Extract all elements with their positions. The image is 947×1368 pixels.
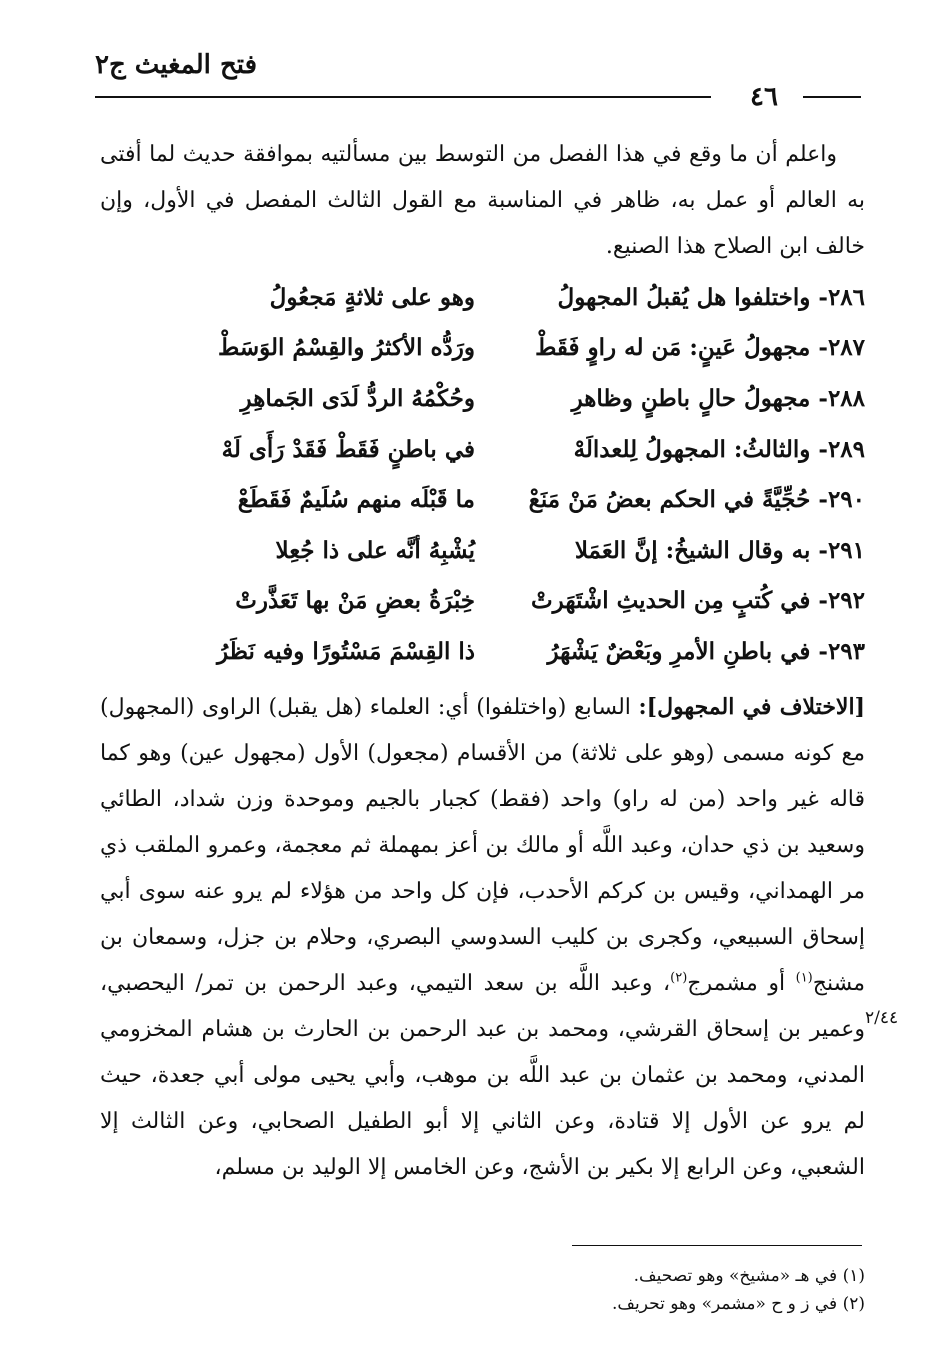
verse-second-hemistich: ذا القِسْمَ مَسْتُورًا وفيه نَظَرُ xyxy=(216,637,475,665)
footnotes xyxy=(400,1262,865,1318)
verse-first-hemistich: ٢٨٨- مجهولُ حالٍ باطنٍ وظاهرِ xyxy=(571,384,865,412)
verse-line xyxy=(105,474,865,525)
commentary-body-3: ، وعبد اللَّه بن سعد التيمي، وعبد الرحمن بن تمر/ اليحصبي، وعمير بن إسحاق القرشي، ومحمد بن عبد الرحمن بن الحارث بن هشام المخزومي المدني، ومحمد بن عثمان بن عبد اللَّه بن موهب، وأبي يحيى مولى أبي جعدة، حيث لم يرو عن الأول إلا قتادة، وعن الثاني إلا أبو الطفيل الصحابي، وعن الثالث إلا الشعبي، وعن الرابع إلا بكير بن الأشج، وعن الخامس إلا الوليد بن مسلم، xyxy=(100,971,865,1180)
verse-second-hemistich: في باطنٍ فَقَطْ فَقَدْ رَأَى لَهْ xyxy=(221,435,475,463)
page-number: ٤٦ xyxy=(750,82,778,112)
commentary-paragraph xyxy=(100,684,865,1191)
verse-second-hemistich: ما قَبْلَه منهم سُلَيمٌ فَقَطَعْ xyxy=(237,486,475,514)
footnote-1: (١) في هـ «مشيخ» وهو تصحيف. xyxy=(633,1266,865,1286)
verse-first-hemistich: ٢٩٠- حُجِّيَّةً في الحكم بعضُ مَنْ مَنَعْ xyxy=(528,486,865,514)
commentary-body-2: أو مشمرج xyxy=(687,971,796,996)
section-heading: [الاختلاف في المجهول]: xyxy=(638,694,865,720)
verse-first-hemistich: ٢٩٣- في باطنِ الأمرِ وبَعْضٌ يَشْهَرُ xyxy=(547,637,865,665)
footnote-separator xyxy=(572,1245,862,1246)
verse-second-hemistich: خِبْرَةُ بعضِ مَنْ بها تَعَذَّرتْ xyxy=(235,587,475,615)
commentary-text xyxy=(100,684,865,1191)
manuscript-folio-reference: ٢/٤٤ xyxy=(865,1008,899,1028)
verse-second-hemistich: وهو على ثلاثةٍ مَجعُولُ xyxy=(269,283,475,311)
verse-block xyxy=(105,272,865,677)
verse-first-hemistich: ٢٨٩- والثالثُ: المجهولُ لِلعدالَهْ xyxy=(573,435,865,463)
verse-first-hemistich: ٢٨٧- مجهولُ عَينٍ: مَن له راوٍ فَقَطْ xyxy=(535,334,865,362)
verse-second-hemistich: يُشْبِهُ أنَّه على ذا جُعِلا xyxy=(275,536,475,564)
verse-line xyxy=(105,373,865,424)
verse-second-hemistich: ورَدُّه الأكثرُ والقِسْمُ الوَسَطْ xyxy=(218,334,475,362)
intro-text: واعلم أن ما وقع في هذا الفصل من التوسط بين مسألتيه بموافقة حديث لما أفتى به العالم أو عمل به، ظاهر في المناسبة مع القول الثالث المفصل في الأول، وإن خالف ابن الصلاح هذا الصنيع. xyxy=(100,142,865,259)
verse-line xyxy=(105,576,865,627)
commentary-body-1: السابع (واختلفوا) أي: العلماء (هل يقبل) الراوى (المجهول) مع كونه مسمى (وهو على ثلاثة) من الأقسام (مجعول) الأول (مجهول عين) وهو كما قاله غير واحد (من له راو) واحد (فقط) كجبار بالجيم وموحدة وزن شداد، الطائي وسعيد بن ذي حدان، وعبد اللَّه أو مالك بن أعز بمهملة ثم معجمة، وعمرو الملقب ذي مر الهمداني، وقيس بن كركم الأحدب، فإن كل واحد من هؤلاء لم يرو عنه سوى أبي إسحاق السبيعي، وكجرى بن كليب السدوسي البصري، وحلام بن جزل، وسمعان بن مشنج xyxy=(100,695,865,996)
verse-line xyxy=(105,626,865,677)
verse-second-hemistich: وحُكْمُهُ الردُّ لَدَى الجَماهِرِ xyxy=(240,384,475,412)
footnote-marker-2[interactable]: (٢) xyxy=(670,970,688,986)
running-header-title: فتح المغيث ج٢ xyxy=(95,50,258,80)
header-rule-short xyxy=(803,96,861,98)
header-rule xyxy=(95,96,711,98)
verse-first-hemistich: ٢٩١- به وقال الشيخُ: إنَّ العَمَلا xyxy=(574,536,865,564)
footnote-marker-1[interactable]: (١) xyxy=(795,970,813,986)
verse-line xyxy=(105,272,865,323)
verse-first-hemistich: ٢٨٦- واختلفوا هل يُقبلُ المجهولُ xyxy=(557,283,865,311)
verse-line xyxy=(105,323,865,374)
footnote-2: (٢) في ز و ح «مشمر» وهو تحريف. xyxy=(612,1294,865,1314)
intro-paragraph xyxy=(100,132,865,270)
verse-line xyxy=(105,424,865,475)
verse-first-hemistich: ٢٩٢- في كُتبٍ مِن الحديثِ اشْتَهَرتْ xyxy=(531,587,865,615)
verse-line xyxy=(105,525,865,576)
